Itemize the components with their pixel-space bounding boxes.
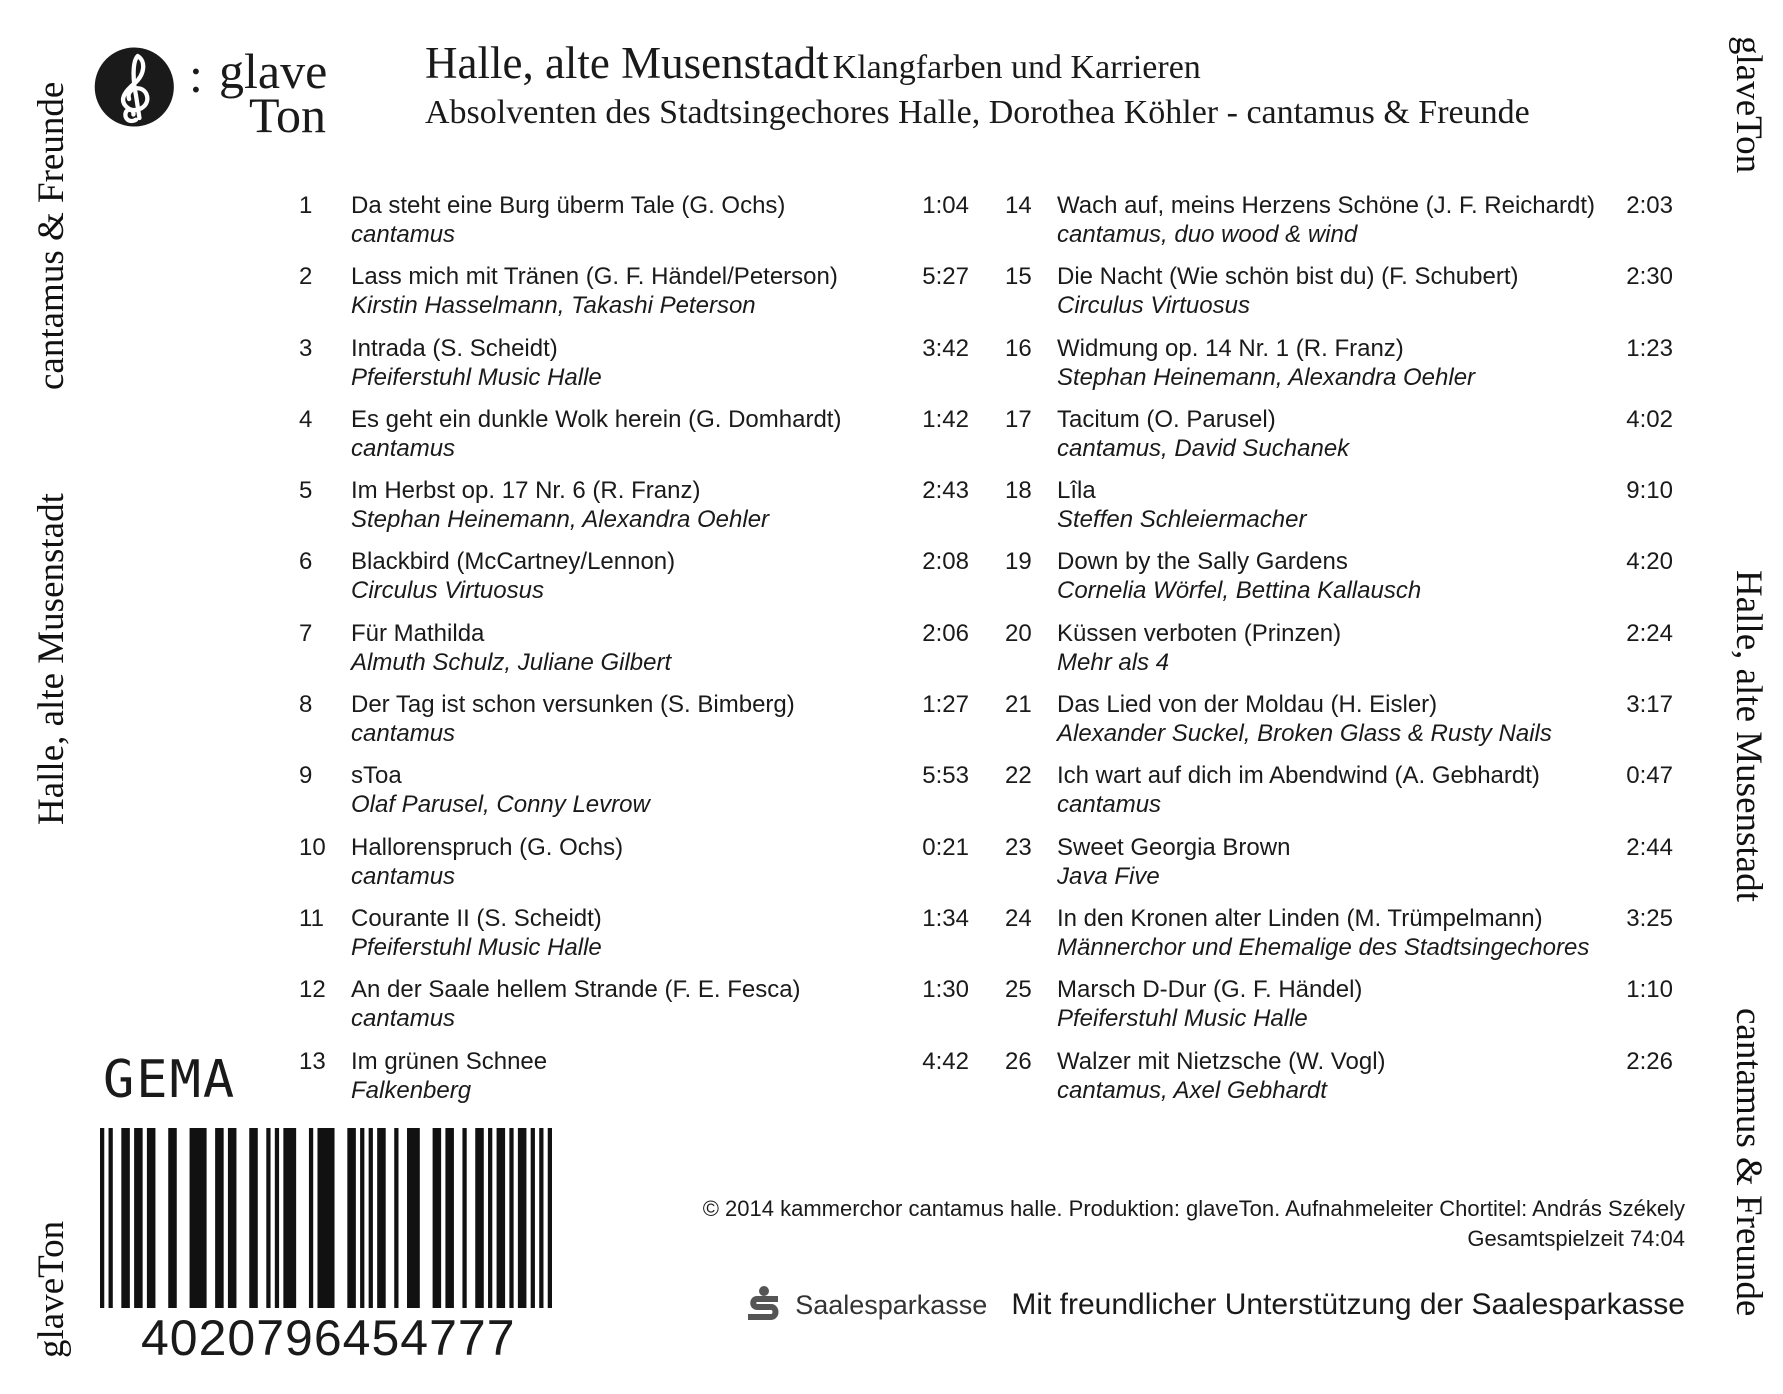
- track-title: Da steht eine Burg überm Tale (G. Ochs): [351, 192, 786, 219]
- barcode-bar: [488, 1128, 492, 1308]
- track-performer: Falkenberg: [351, 1076, 472, 1104]
- track-performer: Cornelia Wörfel, Bettina Kallausch: [1057, 577, 1422, 605]
- track-title: Küssen verboten (Prinzen): [1057, 619, 1342, 647]
- track-duration: 2:03: [1626, 192, 1673, 219]
- track-row: [1005, 620, 1673, 691]
- barcode-bar: [317, 1128, 334, 1308]
- track-row: [299, 477, 969, 548]
- track-number: 2: [299, 263, 313, 291]
- track-performer: Stephan Heinemann, Alexandra Oehler: [1057, 363, 1476, 391]
- album-title-line: [425, 38, 1530, 90]
- track-performer: Olaf Parusel, Conny Levrow: [351, 791, 650, 819]
- track-number: 14: [1005, 192, 1032, 219]
- sparkasse-logo: [745, 1285, 987, 1325]
- barcode-bar: [407, 1128, 420, 1308]
- track-performer: Steffen Schleiermacher: [1057, 506, 1307, 534]
- spine-right-top: glaveTon: [1728, 36, 1769, 174]
- track-duration: 1:23: [1626, 334, 1673, 362]
- track-number: 7: [299, 619, 313, 647]
- track-title: Intrada (S. Scheidt): [351, 334, 558, 362]
- track-title: Wach auf, meins Herzens Schöne (J. F. Reichardt): [1057, 192, 1595, 219]
- barcode-bar: [168, 1128, 177, 1308]
- track-performer: cantamus, duo wood & wind: [1057, 221, 1358, 248]
- track-duration: 1:10: [1626, 976, 1673, 1004]
- track-performer: cantamus: [351, 862, 456, 890]
- track-row: [1005, 477, 1673, 548]
- track-duration: 5:27: [922, 263, 969, 291]
- track-title: Für Mathilda: [351, 619, 485, 647]
- track-row: [299, 691, 969, 762]
- track-row: [299, 192, 969, 263]
- track-title: Down by the Sally Gardens: [1057, 548, 1348, 576]
- track-title: Im grünen Schnee: [351, 1047, 548, 1075]
- track-title: Widmung op. 14 Nr. 1 (R. Franz): [1057, 334, 1404, 362]
- track-row: [299, 762, 969, 833]
- sponsor-text: Mit freundlicher Unterstützung der Saalesparkasse: [1011, 1288, 1685, 1321]
- track-performer: cantamus, Axel Gebhardt: [1057, 1076, 1327, 1104]
- track-row: [299, 335, 969, 406]
- logo-colon: :: [189, 47, 203, 103]
- track-performer: cantamus: [351, 720, 456, 748]
- barcode-bar: [190, 1128, 207, 1308]
- track-performer: Almuth Schulz, Juliane Gilbert: [351, 648, 672, 676]
- sparkasse-name: Saalesparkasse: [795, 1289, 988, 1320]
- total-time: Gesamtspielzeit 74:04: [1467, 1225, 1685, 1251]
- track-number: 17: [1005, 405, 1032, 433]
- track-title: Ich wart auf dich im Abendwind (A. Gebhardt): [1057, 762, 1540, 790]
- track-row: [1005, 192, 1673, 263]
- track-performer: Pfeiferstuhl Music Halle: [351, 363, 602, 391]
- track-number: 26: [1005, 1047, 1032, 1075]
- track-number: 6: [299, 548, 313, 576]
- track-row: [1005, 834, 1673, 905]
- album-header: [425, 38, 1530, 132]
- spine-left-bottom: glaveTon: [31, 1220, 72, 1358]
- spine-right-middle: Halle, alte Musenstadt: [1728, 570, 1769, 902]
- track-number: 3: [299, 334, 313, 362]
- track-number: 4: [299, 405, 313, 433]
- spine-left-middle: Halle, alte Musenstadt: [31, 493, 72, 825]
- barcode-bar: [109, 1128, 113, 1308]
- track-title: Courante II (S. Scheidt): [351, 904, 602, 932]
- album-subtitle: Absolventen des Stadtsingechores Halle, Dorothea Köhler - cantamus & Freunde: [425, 93, 1530, 131]
- track-row: [299, 620, 969, 691]
- track-title: Der Tag ist schon versunken (S. Bimberg): [351, 691, 795, 719]
- track-title: Sweet Georgia Brown: [1057, 833, 1291, 861]
- track-row: [299, 834, 969, 905]
- track-title: Das Lied von der Moldau (H. Eisler): [1057, 691, 1438, 719]
- gema-label: GEMA: [103, 1050, 237, 1110]
- track-duration: 2:43: [922, 477, 969, 505]
- tracklist-left: [299, 192, 969, 1119]
- track-performer: Mehr als 4: [1057, 648, 1170, 676]
- barcode-bar: [433, 1128, 442, 1308]
- track-performer: cantamus: [351, 434, 456, 462]
- track-number: 24: [1005, 904, 1032, 932]
- track-performer: cantamus: [351, 1005, 456, 1033]
- barcode-bar: [147, 1128, 156, 1308]
- sponsor-line: [745, 1285, 1685, 1325]
- track-number: 18: [1005, 477, 1032, 505]
- track-performer: Stephan Heinemann, Alexandra Oehler: [351, 506, 770, 534]
- barcode-bar: [249, 1128, 258, 1308]
- track-title: Im Herbst op. 17 Nr. 6 (R. Franz): [351, 477, 701, 505]
- barcode-bar: [548, 1128, 552, 1308]
- track-duration: 1:42: [922, 405, 969, 433]
- track-row: [1005, 406, 1673, 477]
- track-row: [299, 976, 969, 1047]
- track-performer: Männerchor und Ehemalige des Stadtsingechores: [1057, 933, 1590, 961]
- album-title: Halle, alte Musenstadt: [425, 38, 829, 88]
- track-title: Tacitum (O. Parusel): [1057, 405, 1276, 433]
- track-title: Lass mich mit Tränen (G. F. Händel/Peterson): [351, 263, 838, 291]
- track-performer: Circulus Virtuosus: [351, 577, 544, 605]
- track-duration: 1:04: [922, 192, 969, 219]
- track-number: 9: [299, 762, 313, 790]
- barcode-bar: [377, 1128, 386, 1308]
- track-title: Hallorenspruch (G. Ochs): [351, 833, 624, 861]
- track-number: 16: [1005, 334, 1032, 362]
- barcode-bar: [228, 1128, 237, 1308]
- footer-credits: [703, 1194, 1685, 1253]
- track-performer: cantamus: [1057, 791, 1162, 819]
- track-duration: 3:42: [922, 334, 969, 362]
- track-title: Blackbird (McCartney/Lennon): [351, 548, 676, 576]
- track-duration: 3:17: [1626, 691, 1673, 719]
- track-row: [299, 1048, 969, 1119]
- track-duration: 1:30: [922, 976, 969, 1004]
- track-number: 22: [1005, 762, 1032, 790]
- track-duration: 2:24: [1626, 619, 1673, 647]
- track-title: Es geht ein dunkle Wolk herein (G. Domhardt): [351, 405, 842, 433]
- track-number: 13: [299, 1047, 326, 1075]
- track-row: [1005, 976, 1673, 1047]
- track-number: 25: [1005, 976, 1032, 1004]
- track-row: [1005, 548, 1673, 619]
- track-title: Lîla: [1057, 477, 1096, 505]
- tracklist-right: [1005, 192, 1673, 1119]
- track-number: 5: [299, 477, 313, 505]
- barcode-bar: [509, 1128, 513, 1308]
- barcode-bar: [475, 1128, 484, 1308]
- sparkasse-s-icon: [745, 1285, 783, 1325]
- barcode-bar: [275, 1128, 279, 1308]
- barcode-bar: [283, 1128, 296, 1308]
- track-row: [1005, 335, 1673, 406]
- copyright-text: © 2014 kammerchor cantamus halle. Produktion: glaveTon. Aufnahmeleiter Chortitel: András Székely: [702, 1196, 1685, 1221]
- track-title: In den Kronen alter Linden (M. Trümpelmann): [1057, 904, 1543, 932]
- track-number: 21: [1005, 691, 1032, 719]
- track-duration: 9:10: [1626, 477, 1673, 505]
- track-row: [299, 548, 969, 619]
- barcode-bar: [215, 1128, 224, 1308]
- barcode-bar: [309, 1128, 313, 1308]
- track-title: Die Nacht (Wie schön bist du) (F. Schubert): [1057, 263, 1519, 291]
- barcode-bar: [539, 1128, 543, 1308]
- track-row: [299, 406, 969, 477]
- track-duration: 3:25: [1626, 904, 1673, 932]
- track-duration: 1:27: [922, 691, 969, 719]
- barcode-bar: [518, 1128, 527, 1308]
- track-duration: 2:44: [1626, 833, 1673, 861]
- track-number: 23: [1005, 833, 1032, 861]
- track-number: 10: [299, 833, 326, 861]
- track-duration: 5:53: [922, 762, 969, 790]
- track-number: 11: [299, 904, 324, 932]
- album-title-sub: Klangfarben und Karrieren: [832, 49, 1201, 86]
- track-row: [1005, 905, 1673, 976]
- track-performer: cantamus, David Suchanek: [1057, 434, 1350, 462]
- track-duration: 4:42: [922, 1047, 969, 1075]
- track-title: An der Saale hellem Strande (F. E. Fesca): [351, 976, 801, 1004]
- track-performer: Circulus Virtuosus: [1057, 292, 1250, 320]
- track-row: [299, 263, 969, 334]
- track-number: 8: [299, 691, 313, 719]
- track-row: [1005, 263, 1673, 334]
- track-performer: Alexander Suckel, Broken Glass & Rusty Nails: [1057, 720, 1552, 748]
- track-duration: 2:06: [922, 619, 969, 647]
- spine-left-top: cantamus & Freunde: [31, 81, 72, 390]
- track-title: sToa: [351, 762, 402, 790]
- barcode-bar: [462, 1128, 466, 1308]
- track-number: 20: [1005, 619, 1032, 647]
- barcode-bar: [100, 1128, 104, 1308]
- track-number: 12: [299, 976, 326, 1004]
- barcode-bar: [394, 1128, 398, 1308]
- barcode-bar: [369, 1128, 373, 1308]
- track-performer: Pfeiferstuhl Music Halle: [1057, 1005, 1308, 1033]
- track-performer: Pfeiferstuhl Music Halle: [351, 933, 602, 961]
- track-duration: 1:34: [922, 904, 969, 932]
- track-duration: 2:26: [1626, 1047, 1673, 1075]
- track-title: Marsch D-Dur (G. F. Händel): [1057, 976, 1363, 1004]
- glaveton-logo: [93, 44, 383, 154]
- track-duration: 0:21: [922, 833, 969, 861]
- barcode-number: 4020796454777: [141, 1310, 516, 1366]
- track-duration: 4:02: [1626, 405, 1673, 433]
- logo-ton: Ton: [249, 87, 327, 143]
- track-duration: 2:08: [922, 548, 969, 576]
- barcode-bar: [531, 1128, 535, 1308]
- logo-glave: glave: [219, 43, 328, 99]
- barcode-bar: [445, 1128, 454, 1308]
- spine-right-bottom: cantamus & Freunde: [1728, 1008, 1769, 1317]
- barcode-bar: [134, 1128, 143, 1308]
- barcode: [100, 1128, 552, 1308]
- barcode-bar: [121, 1128, 130, 1308]
- track-number: 1: [299, 192, 313, 219]
- barcode-bar: [266, 1128, 270, 1308]
- track-title: Walzer mit Nietzsche (W. Vogl): [1057, 1047, 1386, 1075]
- track-row: [1005, 762, 1673, 833]
- track-number: 19: [1005, 548, 1032, 576]
- track-row: [299, 905, 969, 976]
- track-row: [1005, 691, 1673, 762]
- track-duration: 2:30: [1626, 263, 1673, 291]
- track-row: [1005, 1048, 1673, 1119]
- barcode-bar: [347, 1128, 356, 1308]
- track-duration: 4:20: [1626, 548, 1673, 576]
- barcode-bar: [360, 1128, 364, 1308]
- track-performer: Kirstin Hasselmann, Takashi Peterson: [351, 292, 756, 320]
- barcode-bar: [497, 1128, 506, 1308]
- track-performer: cantamus: [351, 221, 456, 248]
- track-performer: Java Five: [1057, 862, 1160, 890]
- treble-clef-icon: [93, 44, 179, 130]
- track-duration: 0:47: [1626, 762, 1673, 790]
- track-number: 15: [1005, 263, 1032, 291]
